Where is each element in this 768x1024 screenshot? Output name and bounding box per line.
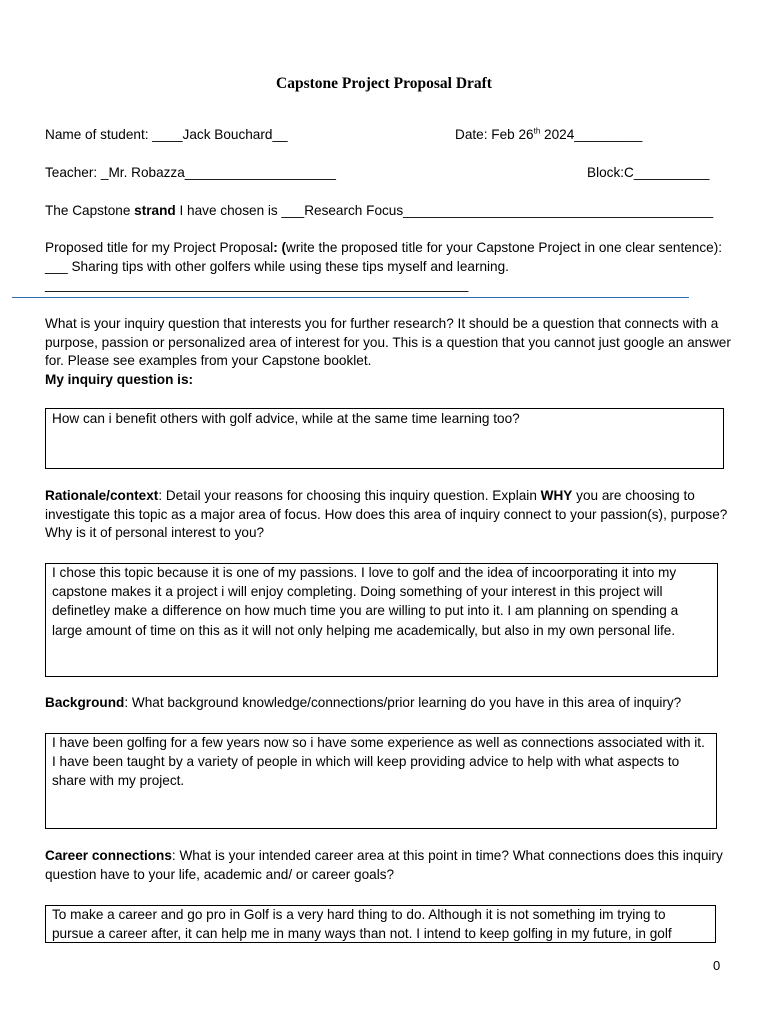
rationale-label: Rationale/context	[45, 488, 159, 503]
document-title: Capstone Project Proposal Draft	[276, 75, 492, 92]
date-line	[455, 127, 642, 142]
proposed-title-colon: : (	[273, 240, 287, 255]
date-prefix: Date: Feb 26	[455, 127, 534, 142]
background-section	[45, 695, 681, 710]
background-answer-box	[45, 733, 717, 829]
background-label: Background	[45, 695, 125, 710]
inquiry-answer-box	[45, 408, 724, 469]
strand-prefix: The Capstone	[45, 203, 135, 218]
block-line: Block:C__________	[587, 165, 710, 180]
background-answer-text: I have been golfing for a few years now so i have some experience as well as connections associated with it. I have been taught by a variety of people in which will keep providing advice to help with what aspects to share with my project.	[52, 735, 705, 789]
career-prompt: : What is your intended career area at this point in time? What connections does this inquiry question have to your life, academic and/ or career goals?	[45, 848, 723, 882]
career-label: Career connections	[45, 848, 172, 863]
proposed-title-section	[45, 239, 735, 295]
student-name-line: Name of student: ____Jack Bouchard__	[45, 127, 288, 142]
proposed-title-label: Proposed title for my Project Proposal	[45, 240, 274, 255]
date-suffix: 2024_________	[540, 127, 643, 142]
career-section	[45, 847, 735, 884]
rationale-why: WHY	[540, 488, 573, 503]
rationale-answer-text: I chose this topic because it is one of my passions. I love to golf and the idea of incoorporating it into my capstone makes it a project i will enjoy completing. Doing something of your interest in this project will definetley make a difference on how much time you are willing to put into it. I am planning on spending a large amount of time on this as it will not only helping me academically, but also in my own personal life.	[52, 565, 679, 638]
strand-suffix: I have chosen is ___Research Focus_________________________________________	[175, 203, 714, 218]
teacher-line: Teacher: _Mr. Robazza____________________	[45, 165, 336, 180]
inquiry-label: My inquiry question is:	[45, 371, 194, 387]
career-answer-box	[45, 905, 716, 943]
page-number: 0	[713, 958, 721, 973]
rationale-prompt-b: you are choosing to investigate this topic as a major area of focus. How does this area of inquiry connect to your passion(s), purpose? Why is it of personal interest to you?	[45, 488, 728, 541]
rationale-answer-box	[45, 563, 718, 677]
rationale-prompt-a: : Detail your reasons for choosing this inquiry question. Explain	[158, 488, 541, 503]
rationale-section	[45, 487, 735, 543]
background-prompt: : What background knowledge/connections/prior learning do you have in this area of inquiry?	[124, 695, 682, 710]
inquiry-prompt: What is your inquiry question that interests you for further research? It should be a question that connects with a purpose, passion or personalized area of interest for you. This is a question that you cannot just google an answer for. Please see examples from your Capstone booklet.	[45, 316, 731, 369]
date-superscript: th	[533, 126, 541, 136]
strand-bold: strand	[134, 203, 176, 218]
section-divider	[12, 297, 689, 298]
career-answer-text: To make a career and go pro in Golf is a very hard thing to do. Although it is not something im trying to pursue a career after, it can help me in many ways than not. I intend to keep golfing in my future, in golf	[52, 907, 672, 942]
proposed-title-instructions: write the proposed title for your Capstone Project in one clear sentence): ___ Sharing tips with other golfers while using these tips myself and learning.	[45, 240, 723, 274]
strand-line	[45, 203, 713, 218]
proposed-title-underline: ________________________________________________________	[45, 277, 469, 293]
inquiry-answer-text: How can i benefit others with golf advice, while at the same time learning too?	[52, 411, 520, 426]
inquiry-section	[45, 315, 735, 389]
